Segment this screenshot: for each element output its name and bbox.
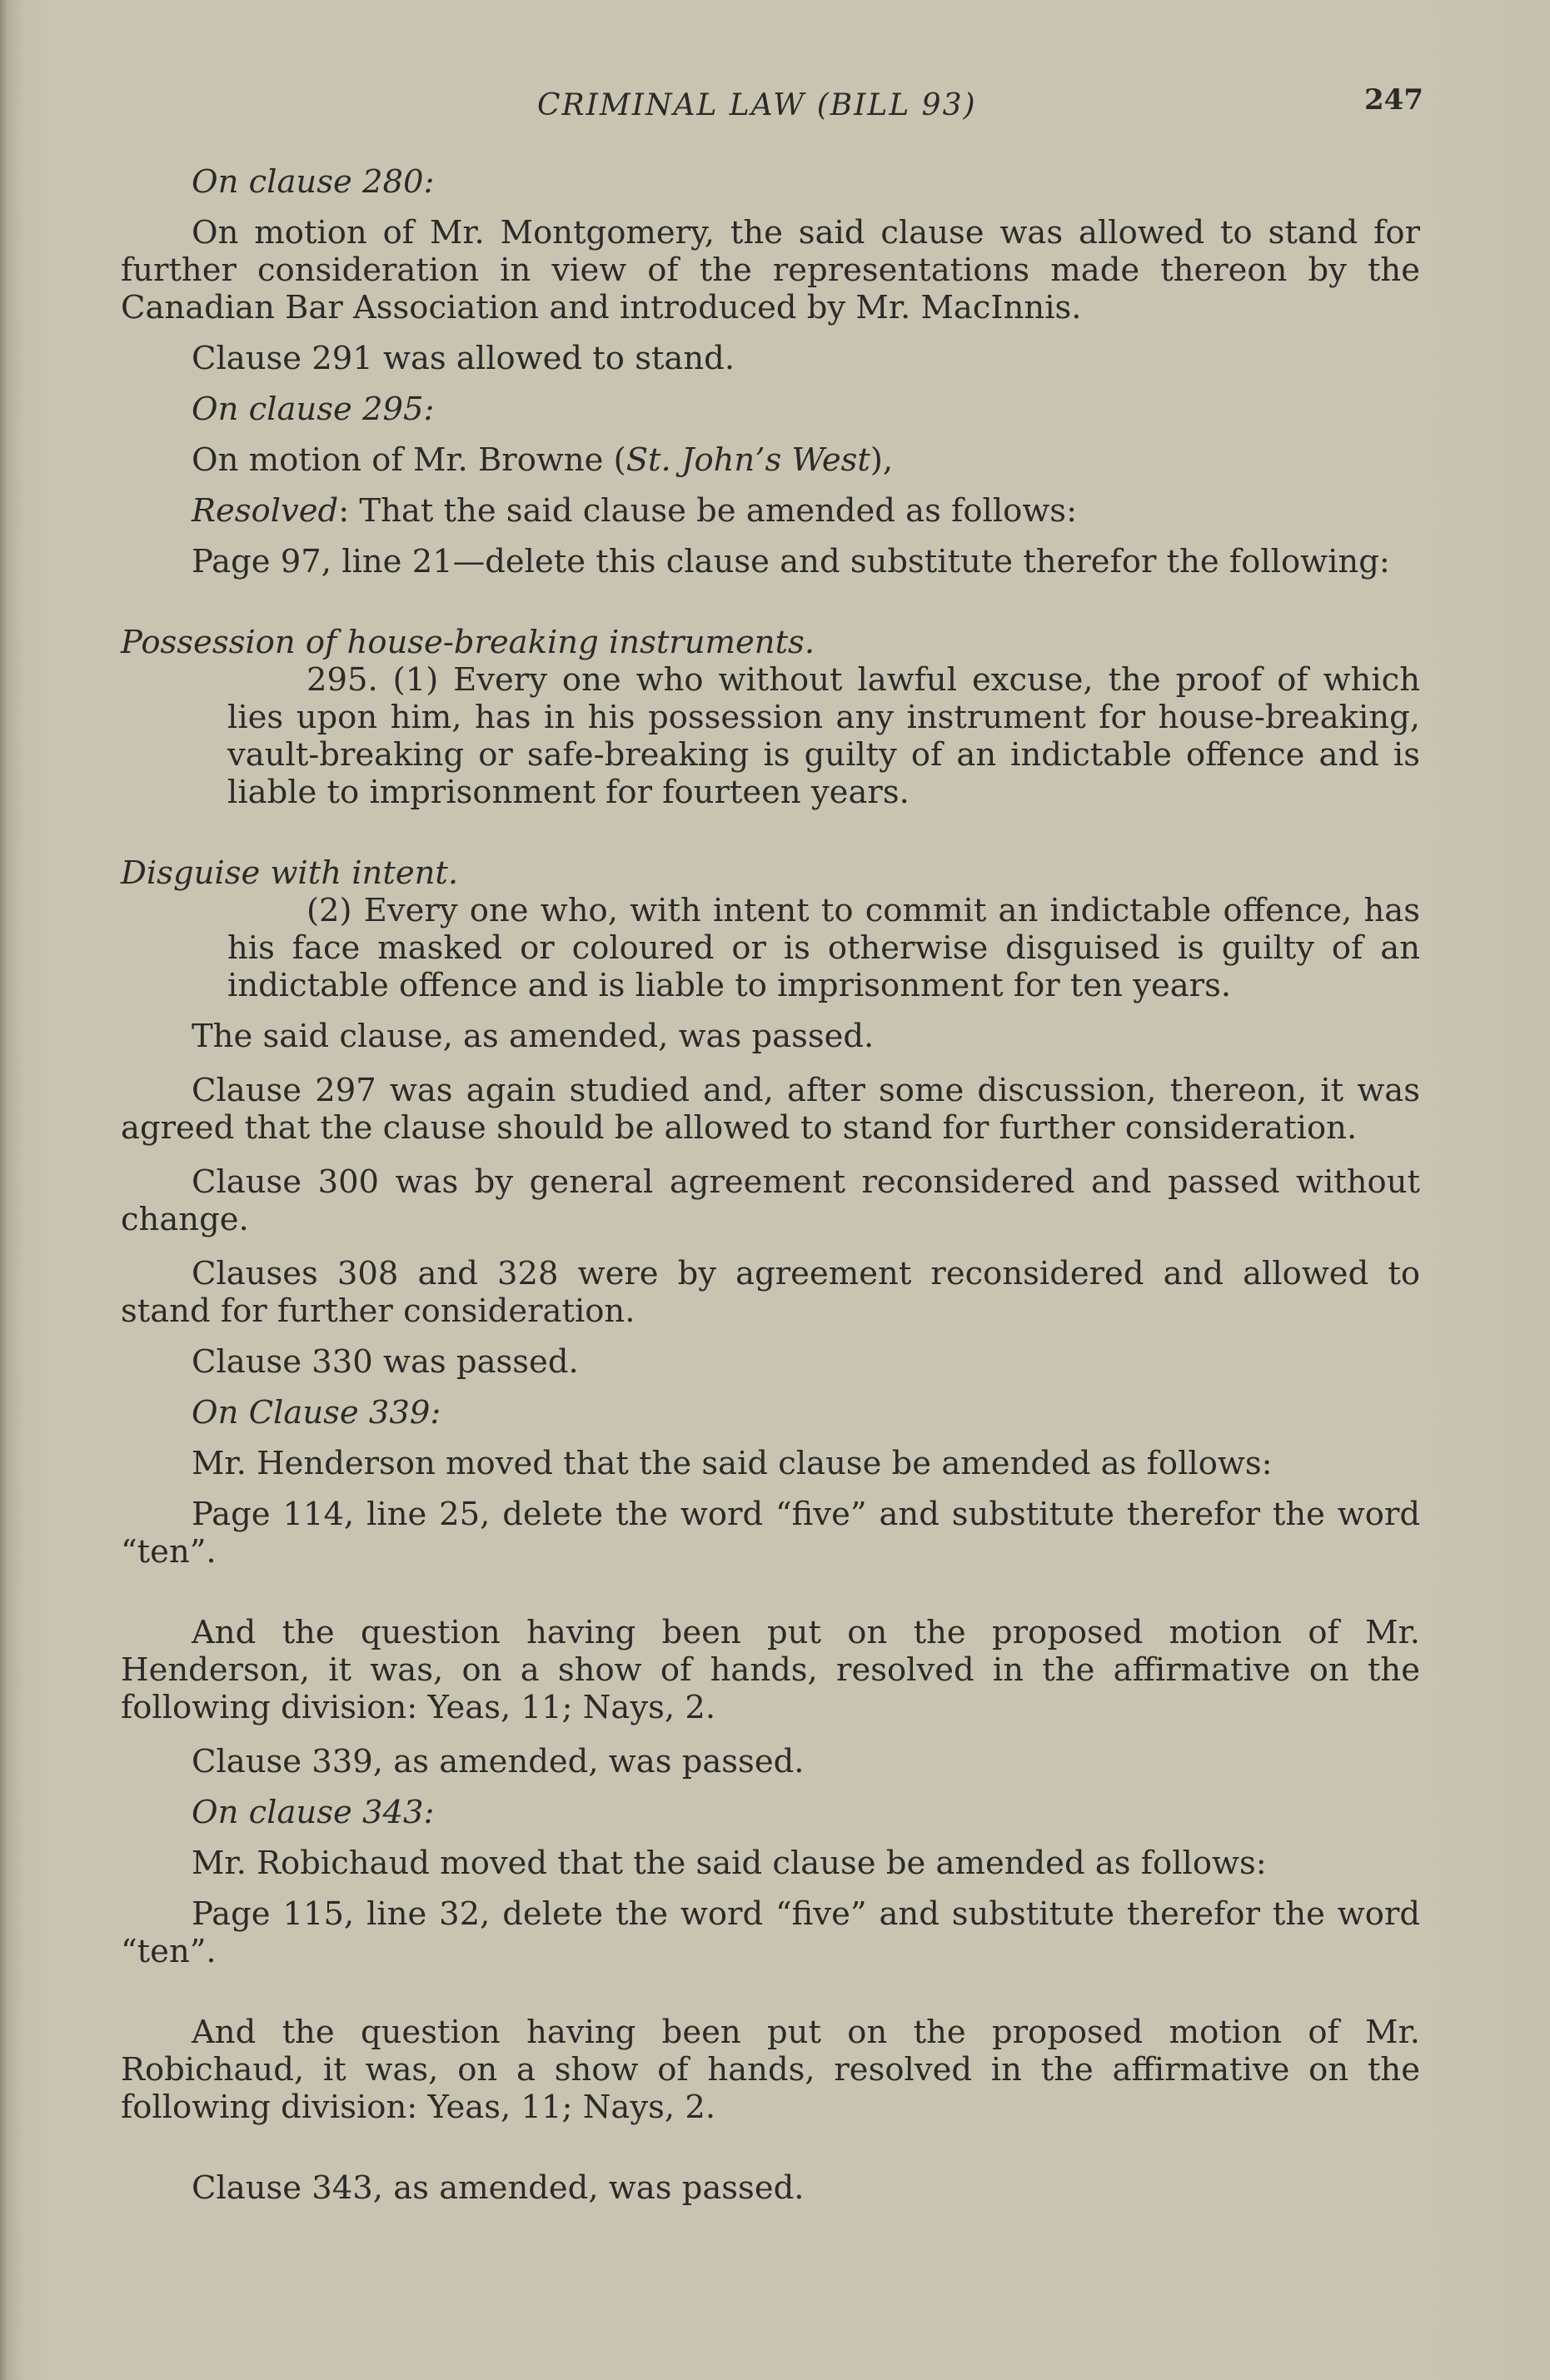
clause-280-label: On clause 280:	[192, 163, 435, 201]
clause-295-motion	[121, 441, 1420, 479]
clause-295-passed: The said clause, as amended, was passed.	[192, 1018, 875, 1055]
clause-295-motion-prefix: On motion of Mr. Browne (	[192, 441, 626, 479]
clause-339-motion: Mr. Henderson moved that the said clause be amended as follows:	[192, 1445, 1273, 1482]
page-body	[121, 163, 1420, 2207]
clause-295-motion-suffix: ),	[870, 441, 894, 479]
statute-text-2: (2) Every one who, with intent to commit an indictable offence, has his face masked or coloured or is otherwise disguised is guilty of an indictable offence and is liable to imprisonment for ten years.	[227, 892, 1420, 1004]
clause-295-label: On clause 295:	[192, 391, 435, 428]
statute-subsection-1	[227, 661, 1420, 811]
clause-343-question: And the question having been put on the proposed motion of Mr. Robichaud, it was, on a show of hands, resolved in the affirmative on the following division: Yeas, 11; Nays, 2.	[121, 2014, 1420, 2126]
page-number: 247	[1364, 83, 1423, 117]
statute-heading-possession: Possession of house-breaking instruments.	[121, 624, 815, 661]
clause-339-label: On Clause 339:	[192, 1394, 441, 1431]
statute-subsection-2	[227, 892, 1420, 1004]
statute-heading-disguise: Disguise with intent.	[121, 854, 459, 892]
clause-297-text: Clause 297 was again studied and, after some discussion, thereon, it was agreed that the clause should be allowed to stand for further consideration.	[121, 1072, 1420, 1147]
clause-343-passed: Clause 343, as amended, was passed.	[192, 2169, 805, 2207]
statute-text-1: 295. (1) Every one who without lawful excuse, the proof of which lies upon him, has in his possession any instrument for house-breaking, vault-breaking or safe-breaking is guilty of an indictable offence and is liable to imprisonment for fourteen years.	[227, 661, 1420, 811]
clause-343-page-line: Page 115, line 32, delete the word “five” and substitute therefor the word “ten”.	[121, 1895, 1420, 1970]
clause-339-question: And the question having been put on the proposed motion of Mr. Henderson, it was, on a show of hands, resolved in the affirmative on the following division: Yeas, 11; Nays, 2.	[121, 1614, 1420, 1726]
clause-339-page-line: Page 114, line 25, delete the word “five” and substitute therefor the word “ten”.	[121, 1496, 1420, 1571]
page-header	[0, 83, 1550, 133]
clause-308-text: Clauses 308 and 328 were by agreement reconsidered and allowed to stand for further consideration.	[121, 1255, 1420, 1330]
clause-280-text: On motion of Mr. Montgomery, the said clause was allowed to stand for further consideration in view of the representations made thereon by the Canadian Bar Association and introduced by Mr. MacInnis.	[121, 214, 1420, 326]
clause-295-page-line: Page 97, line 21—delete this clause and substitute therefor the following:	[192, 543, 1390, 580]
clause-295-resolved-label: Resolved	[192, 492, 339, 530]
clause-339-passed: Clause 339, as amended, was passed.	[192, 1743, 805, 1780]
clause-343-motion: Mr. Robichaud moved that the said clause be amended as follows:	[192, 1845, 1267, 1882]
clause-300-text: Clause 300 was by general agreement reconsidered and passed without change.	[121, 1163, 1420, 1238]
clause-295-resolved-text: : That the said clause be amended as follows:	[338, 492, 1078, 530]
clause-291-text: Clause 291 was allowed to stand.	[192, 340, 735, 377]
clause-295-resolved	[121, 492, 1420, 530]
clause-295-motion-riding: St. John’s West	[625, 441, 870, 479]
clause-330-text: Clause 330 was passed.	[192, 1343, 579, 1381]
clause-343-label: On clause 343:	[192, 1794, 435, 1831]
running-title: CRIMINAL LAW (BILL 93)	[537, 88, 977, 122]
